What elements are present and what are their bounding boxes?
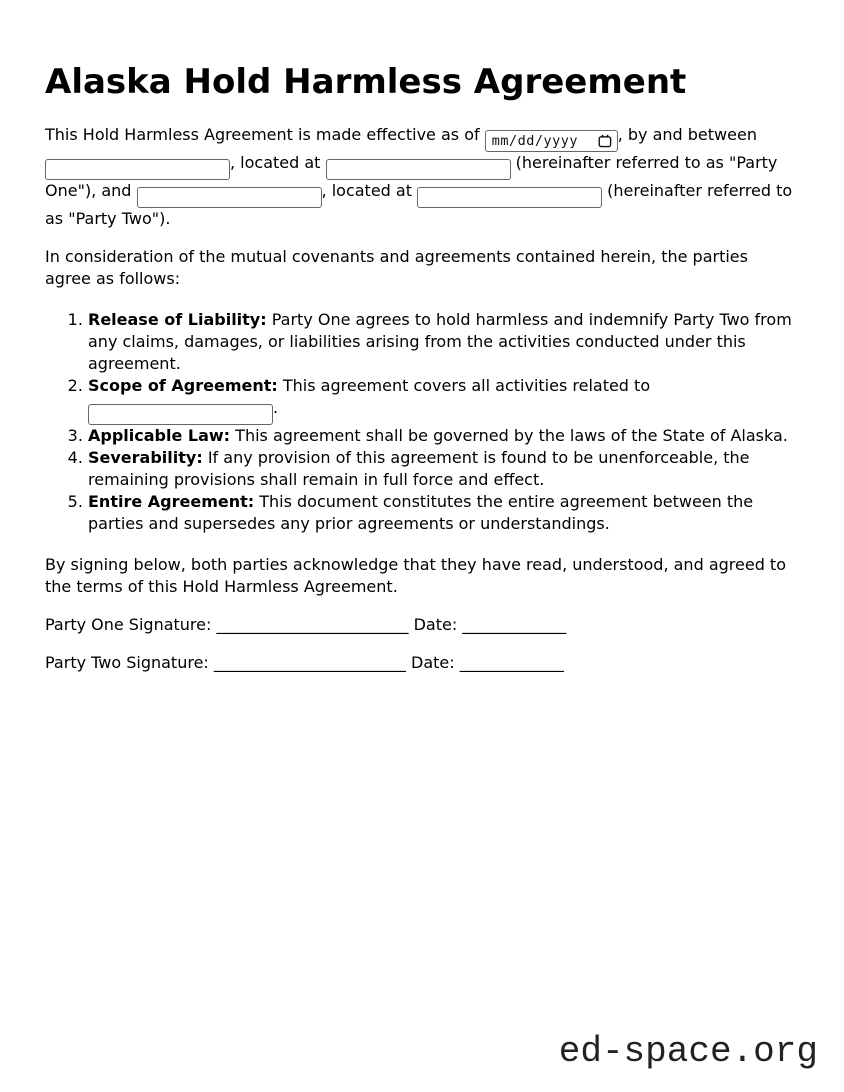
brand-text: ed-space.org [558, 1031, 818, 1072]
intro-text-2: , by and between [617, 124, 757, 144]
intro-text-5: , located at [321, 180, 418, 200]
term-suffix: . [273, 397, 279, 417]
term-entire-agreement [88, 491, 797, 535]
term-text: This agreement shall be governed by the laws of the State of Alaska. [230, 425, 788, 445]
term-release-of-liability [88, 309, 797, 375]
term-text: This agreement covers all activities related to [277, 375, 651, 395]
term-text: If any provision of this agreement is found to be unenforceable, the remaining provisions shall remain in full force and effect. [88, 447, 750, 489]
party-one-address-input[interactable] [326, 159, 511, 180]
term-label: Applicable Law: [88, 425, 231, 445]
party-two-signature-label: Party Two Signature: [45, 652, 209, 672]
effective-date-input[interactable] [485, 130, 618, 152]
party-one-name-input[interactable] [45, 159, 230, 180]
term-label: Entire Agreement: [88, 491, 255, 511]
term-text: Party One agrees to hold harmless and indemnify Party Two from any claims, damages, or liabilities arising from the activities conducted under this agreement. [88, 309, 792, 373]
party-two-date-line: _____________ [454, 652, 564, 672]
party-one-signature-label: Party One Signature: [45, 614, 212, 634]
consideration-paragraph: In consideration of the mutual covenants and agreements contained herein, the parties agree as follows: [45, 246, 748, 288]
intro-text-3: , located at [230, 152, 326, 172]
party-two-signature-line: ________________________ [208, 652, 406, 672]
party-one-signature-row [45, 614, 797, 636]
term-label: Severability: [88, 447, 203, 467]
intro-text-6: (hereinafter referred to as "Party Two"). [45, 180, 793, 228]
calendar-icon [598, 134, 612, 148]
intro-text-1: This Hold Harmless Agreement is made effective as of [45, 124, 485, 144]
brand-footer [559, 1031, 818, 1072]
party-two-name-input[interactable] [137, 187, 322, 208]
term-scope-of-agreement [88, 375, 797, 425]
term-applicable-law [88, 425, 797, 447]
closing-paragraph: By signing below, both parties acknowledge that they have read, understood, and agreed to the terms of this Hold Harmless Agreement. [45, 554, 786, 596]
intro-text-4: (hereinafter referred to as "Party One"), and [45, 152, 778, 200]
term-severability [88, 447, 797, 491]
scope-activities-input[interactable] [88, 404, 273, 425]
party-one-date-label: Date: [408, 614, 458, 634]
party-one-signature-line: ________________________ [211, 614, 409, 634]
scope-input-group [88, 398, 278, 417]
term-label: Scope of Agreement: [88, 375, 278, 395]
party-two-signature-row [45, 652, 797, 674]
page-title: Alaska Hold Harmless Agreement [45, 62, 687, 102]
party-two-date-label: Date: [405, 652, 455, 672]
term-text: This document constitutes the entire agreement between the parties and supersedes any prior agreements or understandings. [88, 491, 754, 533]
date-placeholder: mm/dd/yyyy [491, 132, 578, 149]
party-two-address-input[interactable] [417, 187, 602, 208]
intro-paragraph [45, 124, 797, 230]
terms-list [45, 309, 797, 535]
party-one-date-line: _____________ [457, 614, 567, 634]
term-label: Release of Liability: [88, 309, 267, 329]
